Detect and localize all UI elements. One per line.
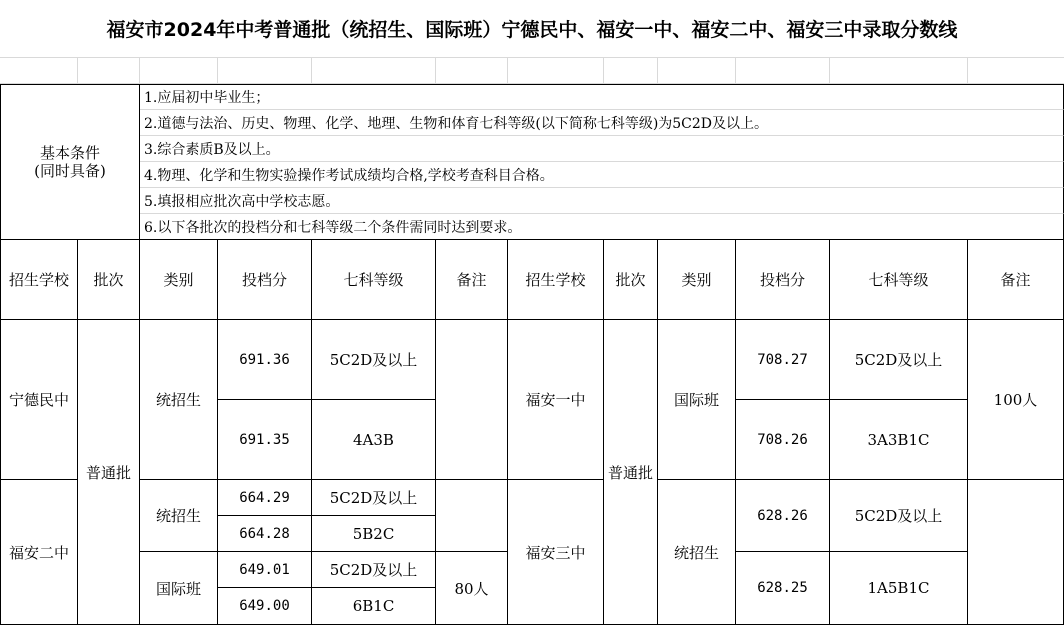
empty-cell[interactable] (0, 58, 78, 84)
score-cell: 691.35 (218, 400, 312, 480)
header-score: 投档分 (736, 240, 830, 320)
header-school: 招生学校 (0, 240, 78, 320)
condition-item: 4.物理、化学和生物实验操作考试成绩均合格,学校考查科目合格。 (140, 162, 1064, 188)
score-cell: 664.28 (218, 516, 312, 552)
condition-item: 6.以下各批次的投档分和七科等级二个条件需同时达到要求。 (140, 214, 1064, 240)
empty-cell[interactable] (658, 58, 736, 84)
condition-item: 1.应届初中毕业生； (140, 84, 1064, 110)
empty-cell[interactable] (312, 58, 436, 84)
score-cell: 708.26 (736, 400, 830, 480)
note-cell (436, 480, 508, 552)
empty-cell[interactable] (736, 58, 830, 84)
score-cell: 691.36 (218, 320, 312, 400)
score-cell: 628.26 (736, 480, 830, 552)
header-school: 招生学校 (508, 240, 604, 320)
header-grade: 七科等级 (830, 240, 968, 320)
grade-cell: 5C2D及以上 (312, 552, 436, 588)
note-cell: 100人 (968, 320, 1064, 480)
school-cell: 宁德民中 (0, 320, 78, 480)
school-cell: 福安一中 (508, 320, 604, 480)
condition-item: 2.道德与法治、历史、物理、化学、地理、生物和体育七科等级(以下简称七科等级)为5C2D及以上。 (140, 110, 1064, 136)
note-cell (968, 480, 1064, 625)
note-cell: 80人 (436, 552, 508, 625)
header-note: 备注 (436, 240, 508, 320)
empty-cell[interactable] (78, 58, 140, 84)
grade-cell: 1A5B1C (830, 552, 968, 625)
school-cell: 福安二中 (0, 480, 78, 625)
score-cell: 628.25 (736, 552, 830, 625)
empty-cell[interactable] (218, 58, 312, 84)
header-batch: 批次 (78, 240, 140, 320)
conditions-label-line2: (同时具备) (34, 162, 106, 180)
category-cell: 统招生 (658, 480, 736, 625)
header-note: 备注 (968, 240, 1064, 320)
empty-cell[interactable] (830, 58, 968, 84)
grade-cell: 5B2C (312, 516, 436, 552)
empty-cell[interactable] (140, 58, 218, 84)
basic-conditions-label (0, 84, 140, 240)
header-batch: 批次 (604, 240, 658, 320)
batch-cell: 普通批 (604, 320, 658, 625)
header-category: 类别 (658, 240, 736, 320)
grade-cell: 5C2D及以上 (830, 320, 968, 400)
condition-item: 3.综合素质B及以上。 (140, 136, 1064, 162)
category-cell: 统招生 (140, 320, 218, 480)
grade-cell: 5C2D及以上 (312, 480, 436, 516)
category-cell: 国际班 (658, 320, 736, 480)
score-cell: 664.29 (218, 480, 312, 516)
page-title: 福安市2024年中考普通批（统招生、国际班）宁德民中、福安一中、福安二中、福安三中录取分数线 (0, 0, 1064, 58)
header-category: 类别 (140, 240, 218, 320)
conditions-label-line1: 基本条件 (39, 144, 100, 162)
header-grade: 七科等级 (312, 240, 436, 320)
header-score: 投档分 (218, 240, 312, 320)
empty-cell[interactable] (436, 58, 508, 84)
school-cell: 福安三中 (508, 480, 604, 625)
category-cell: 国际班 (140, 552, 218, 625)
grade-cell: 5C2D及以上 (830, 480, 968, 552)
empty-cell[interactable] (508, 58, 604, 84)
grade-cell: 4A3B (312, 400, 436, 480)
category-cell: 统招生 (140, 480, 218, 552)
batch-cell: 普通批 (78, 320, 140, 625)
condition-item: 5.填报相应批次高中学校志愿。 (140, 188, 1064, 214)
grade-cell: 3A3B1C (830, 400, 968, 480)
empty-cell[interactable] (604, 58, 658, 84)
note-cell (436, 320, 508, 480)
score-cell: 708.27 (736, 320, 830, 400)
empty-cell[interactable] (968, 58, 1064, 84)
score-cell: 649.01 (218, 552, 312, 588)
score-cell: 649.00 (218, 588, 312, 625)
grade-cell: 5C2D及以上 (312, 320, 436, 400)
grade-cell: 6B1C (312, 588, 436, 625)
